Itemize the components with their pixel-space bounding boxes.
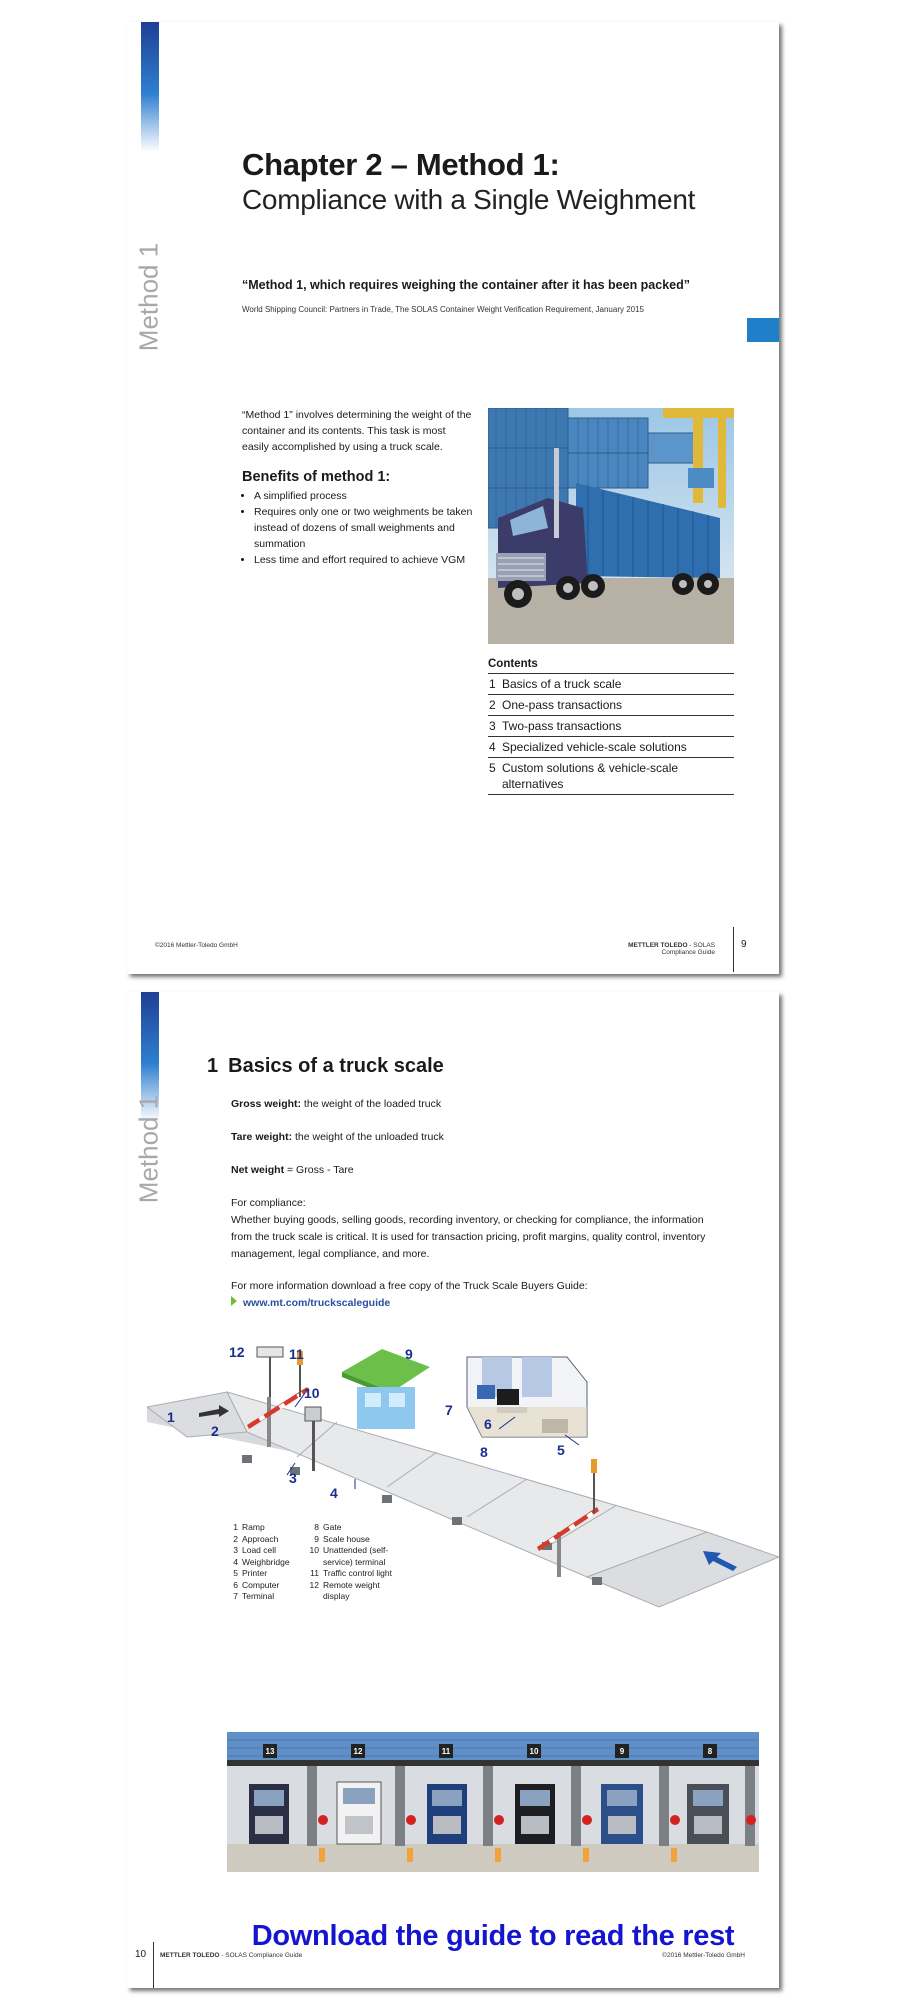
more-info-text: For more information download a free copy of the Truck Scale Buyers Guide:: [231, 1280, 588, 1292]
lane-10: 10: [529, 1747, 539, 1756]
arrow-right-icon: [231, 1296, 237, 1306]
quote-source: World Shipping Council: Partners in Trade, The SOLAS Container Weight Verification Requirement, January 2015: [242, 305, 644, 314]
legend-item: 9 Scale house: [314, 1533, 370, 1544]
legend-item: 2 Approach: [233, 1533, 279, 1544]
legend-item: 5 Printer: [233, 1568, 268, 1578]
tare-weight-line: Tare weight: the weight of the unloaded truck: [231, 1131, 444, 1143]
compliance-paragraph: Whether buying goods, selling goods, recording inventory, or checking for compliance, the information from the truck scale is critical. It is used for transaction pricing, profit margins, quality control, inventory management, legal compliance, and more.: [231, 1214, 706, 1260]
contents-list: [488, 673, 734, 795]
callout-6: 6: [484, 1416, 492, 1432]
compliance-label: For compliance:: [231, 1197, 306, 1209]
callout-3: 3: [289, 1470, 297, 1486]
callout-1: 1: [167, 1409, 175, 1425]
footer-guide: METTLER TOLEDO - SOLAS Compliance Guide: [160, 1952, 303, 1959]
callout-5: 5: [557, 1442, 565, 1458]
lane-12: 12: [353, 1747, 363, 1756]
page-number: 10: [135, 1949, 147, 1960]
truck-scale-diagram: [147, 1337, 779, 1657]
contents-heading: Contents: [488, 658, 538, 670]
truck-container-photo: [488, 408, 734, 644]
lane-8: 8: [707, 1747, 713, 1756]
chapter-subtitle: Compliance with a Single Weighment: [242, 184, 696, 215]
list-item: • Less time and effort required to achieve VGM: [254, 552, 489, 568]
legend-item: 6 Computer: [233, 1579, 280, 1590]
legend-item: 7 Terminal: [233, 1591, 275, 1601]
legend-item: 1 Ramp: [233, 1522, 265, 1532]
legend-item: 12 Remote weight display: [309, 1579, 380, 1601]
contents-item[interactable]: 2 One-pass transactions: [488, 694, 734, 715]
lane-11: 11: [441, 1747, 451, 1756]
footer-divider: [153, 1942, 154, 1988]
net-weight-line: Net weight = Gross - Tare: [231, 1164, 354, 1176]
legend-item: 8 Gate: [314, 1522, 342, 1532]
contents-item[interactable]: 1 Basics of a truck scale: [488, 673, 734, 694]
benefits-heading: Benefits of method 1:: [242, 469, 391, 485]
diagram-legend-left: [230, 1522, 290, 1603]
intro-paragraph: “Method 1” involves determining the weight of the container and its contents. This task is most easily accomplished by using a truck scale.: [242, 409, 472, 453]
page-9: [127, 22, 779, 974]
legend-item: 3 Load cell: [233, 1545, 277, 1555]
legend-item: 4 Weighbridge: [233, 1556, 290, 1567]
list-item: • Requires only one or two weighments be taken instead of dozens of small weighments and summation: [254, 504, 489, 552]
contents-item[interactable]: 5 Custom solutions & vehicle-scale alternatives: [488, 757, 734, 795]
footer-divider: [733, 927, 734, 972]
side-color-bar: [141, 22, 159, 152]
gross-weight-line: Gross weight: the weight of the loaded truck: [231, 1098, 442, 1110]
lane-9: 9: [619, 1747, 625, 1756]
legend-item: 11 Traffic control light: [310, 1568, 392, 1578]
quote: “Method 1, which requires weighing the container after it has been packed”: [242, 278, 691, 292]
contents-item[interactable]: 4 Specialized vehicle-scale solutions: [488, 736, 734, 757]
page-10: [127, 992, 779, 1988]
callout-12: 12: [229, 1344, 245, 1360]
callout-8: 8: [480, 1444, 488, 1460]
callout-9: 9: [405, 1346, 413, 1362]
chapter-title: Chapter 2 – Method 1:: [242, 147, 560, 182]
footer-guide: METTLER TOLEDO - SOLAS Compliance Guide: [628, 942, 715, 956]
benefits-list: [242, 488, 489, 568]
footer-copyright: ©2016 Mettler-Toledo GmbH: [662, 1952, 745, 1959]
chapter-tab-marker: [747, 318, 779, 342]
list-item: • A simplified process: [254, 488, 489, 504]
lane-13: 13: [265, 1747, 275, 1756]
callout-10: 10: [304, 1385, 320, 1401]
download-guide-banner[interactable]: Download the guide to read the rest: [251, 1920, 735, 1952]
callout-2: 2: [211, 1423, 219, 1439]
diagram-legend-right: [307, 1522, 397, 1603]
legend-item: 10 Unattended (self-service) terminal: [309, 1545, 389, 1567]
callout-4: 4: [330, 1485, 338, 1501]
side-label: Method 1: [133, 1094, 164, 1204]
truck-scale-lanes-photo: [227, 1732, 759, 1872]
section-title: 1 Basics of a truck scale: [207, 1055, 444, 1077]
callout-11: 11: [289, 1346, 304, 1362]
footer-copyright: ©2016 Mettler-Toledo GmbH: [155, 942, 238, 949]
contents-item[interactable]: 3 Two-pass transactions: [488, 715, 734, 736]
truck-scale-guide-link[interactable]: www.mt.com/truckscaleguide: [231, 1296, 390, 1309]
page-number: 9: [741, 939, 747, 950]
callout-7: 7: [445, 1402, 453, 1418]
side-label: Method 1: [133, 242, 164, 352]
